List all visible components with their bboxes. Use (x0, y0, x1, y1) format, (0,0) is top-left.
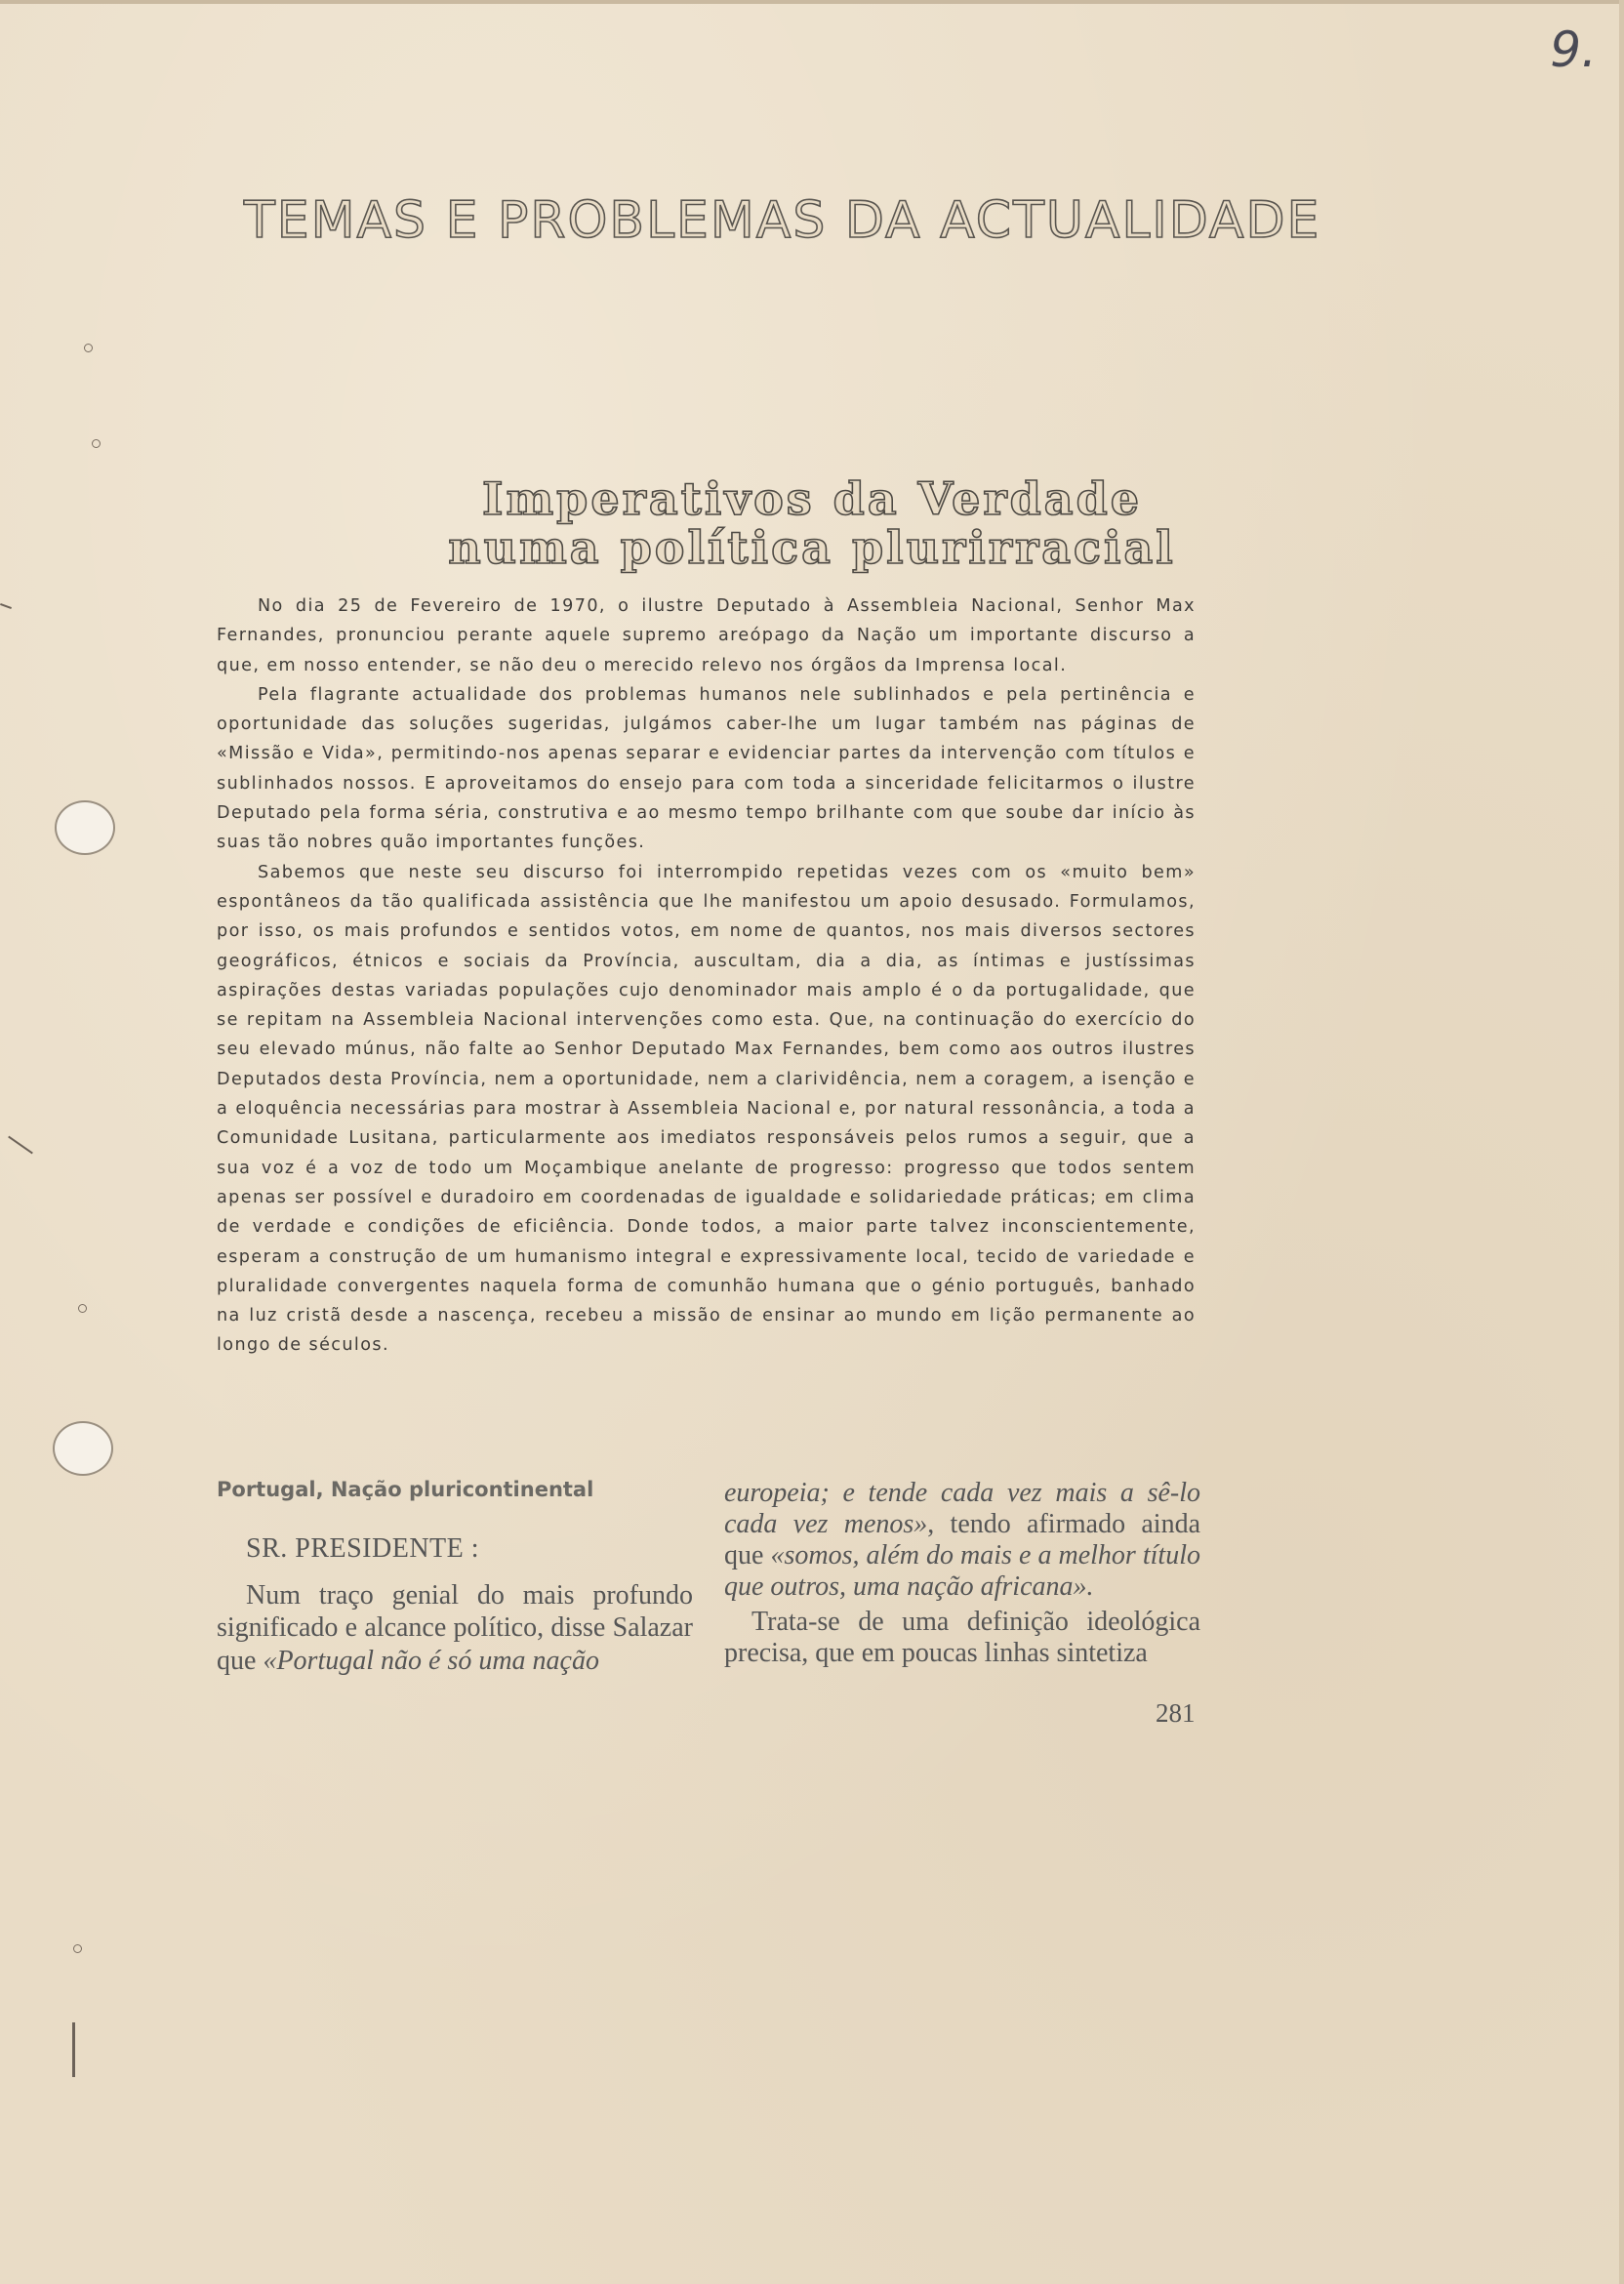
page-number: 281 (1156, 1698, 1196, 1728)
right-column-paragraph-1 (724, 1478, 1200, 1603)
margin-mark (8, 1136, 33, 1155)
subsection-heading: Portugal, Nação pluricontinental (217, 1478, 594, 1501)
right-quote-1: europeia; e tende cada vez mais a sê-lo cada vez menos» (724, 1478, 1200, 1539)
speaker-address: SR. PRESIDENTE : (246, 1533, 480, 1564)
margin-dot (92, 439, 101, 448)
left-body-text: Num traço genial do mais profundo significado e alcance político, disse Salazar que (217, 1579, 693, 1676)
margin-dot (73, 1944, 82, 1953)
intro-paragraph-2: Pela flagrante actualidade dos problemas humanos nele sublinhados e pela pertinência e oportunidade das soluções sugeridas, julgámos caber-lhe um lugar também nas páginas de «Missão e Vida», permitindo-nos apenas separar e evidenciar partes da intervenção com títulos e sublinhados nossos. E aproveitamos do ensejo para com toda a sinceridade felicitarmos o ilustre Deputado pela forma séria, construtiva e ao mesmo tempo brilhante com que soube dar início às suas tão nobres quão importantes funções. (217, 684, 1196, 853)
margin-dot (78, 1304, 87, 1313)
margin-dot (84, 344, 93, 352)
margin-mark (72, 2022, 75, 2077)
intro-text (217, 591, 1196, 1361)
section-header: TEMAS E PROBLEMAS DA ACTUALIDADE (244, 191, 1321, 250)
left-column-body (217, 1579, 693, 1678)
right-column (724, 1478, 1200, 1669)
right-quote-2: «somos, além do mais e a melhor título que outros, uma nação africana». (724, 1540, 1200, 1602)
left-body-quote: «Portugal não é só uma nação (263, 1645, 599, 1676)
margin-mark (0, 603, 12, 609)
handwritten-page-mark: 9. (1550, 21, 1597, 78)
right-text-1: , tendo afirmado ainda que (724, 1509, 1201, 1570)
right-column-paragraph-2: Trata-se de uma definição ideológica precisa, que em poucas linhas sintetiza (724, 1607, 1200, 1668)
article-title-line-2: numa política plurirracial (448, 521, 1176, 574)
page-edge-top (0, 0, 1624, 4)
left-column (217, 1532, 693, 1677)
intro-paragraph-3: Sabemos que neste seu discurso foi interrompido repetidas vezes com os «muito bem» espontâneos da tão qualificada assistência que lhe manifestou um apoio desusado. Formulamos, por isso, os mais profundos e sentidos votos, em nome de quantos, nos mais diversos sectores geográficos, étnicos e sociais da Província, auscultam, dia a dia, as íntimas e justíssimas aspirações destas variadas populações cujo denominador mais amplo é o da portugalidade, que se repitam na Assembleia Nacional intervenções como esta. Que, na continuação do exercício do seu elevado múnus, não falte ao Senhor Deputado Max Fernandes, bem como aos outros ilustres Deputados desta Província, nem a oportunidade, nem a clarividência, nem a coragem, a isenção e a eloquência necessárias para mostrar à Assembleia Nacional e, por natural ressonância, a toda a Comunidade Lusitana, particularmente aos imediatos responsáveis pelos rumos a seguir, que a sua voz é a voz de todo um Moçambique anelante de progresso: progresso que todos sentem apenas ser possível e duradoiro em coordenadas de igualdade e solidariedade práticas; em clima de verdade e condições de eficiência. Donde todos, a maior parte talvez inconscientemente, esperam a construção de um humanismo integral e expressivamente local, tecido de variedade e pluralidade convergentes naquela forma de comunhão humana que o génio português, banhado na luz cristã desde a nascença, recebeu a missão de ensinar ao mundo em lição permanente ao longo de séculos. (217, 862, 1196, 1356)
punch-hole-bottom (53, 1421, 113, 1476)
article-title-line-1: Imperativos da Verdade (481, 472, 1143, 525)
intro-paragraph-1: No dia 25 de Fevereiro de 1970, o ilustre Deputado à Assembleia Nacional, Senhor Max Fernandes, pronunciou perante aquele supremo areópago da Nação um importante discurso a que, em nosso entender, se não deu o merecido relevo nos órgãos da Imprensa local. (217, 596, 1196, 675)
page-edge-right (1619, 0, 1624, 2284)
punch-hole-top (55, 800, 115, 855)
